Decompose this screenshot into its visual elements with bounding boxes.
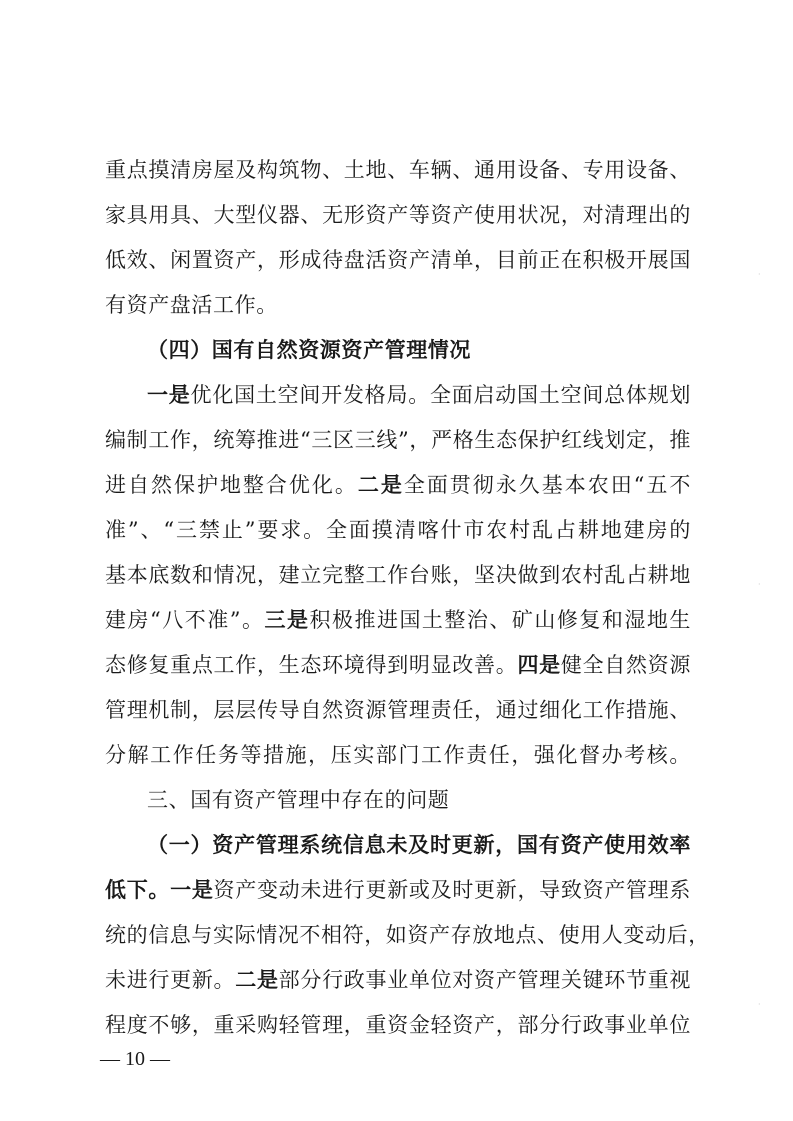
- scan-mark: ·: [758, 270, 761, 279]
- subsection-heading-tail: 低下。: [105, 877, 171, 902]
- section-heading: （四）国有自然资源资产管理情况: [147, 337, 471, 362]
- text-span: 态修复重点工作，生态环境得到明显改善。: [105, 653, 518, 677]
- text-span: 部分行政事业单位对资产管理关键环节重视: [278, 968, 691, 992]
- text-span: 全面贯彻永久基本农田“五不: [403, 473, 691, 497]
- text-span: 健全自然资源: [560, 653, 691, 677]
- paragraph-line: 准”、“三禁止”要求。全面摸清喀什市农村乱占耕地建房的: [105, 518, 691, 542]
- paragraph-line: 有资产盘活工作。: [105, 293, 278, 317]
- scan-mark: ·: [758, 1000, 761, 1009]
- paragraph-line: 基本底数和情况，建立完整工作台账，坚决做到农村乱占耕地: [105, 563, 691, 587]
- chapter-heading: 三、国有资产管理中存在的问题: [147, 788, 450, 812]
- emphasis-label: 二是: [235, 967, 279, 992]
- paragraph-line: [105, 600, 691, 640]
- paragraph-line: 重点摸清房屋及构筑物、土地、车辆、通用设备、专用设备、: [105, 158, 691, 182]
- paragraph-line: [147, 375, 691, 415]
- paragraph-line: 低效、闲置资产，形成待盘活资产清单，目前正在积极开展国: [105, 248, 691, 272]
- paragraph-line: [105, 870, 691, 910]
- paragraph-line: 管理机制，层层传导自然资源管理责任，通过细化工作措施、: [105, 698, 691, 722]
- text-span: 进自然保护地整合优化。: [105, 473, 358, 497]
- paragraph-line: [105, 645, 691, 685]
- emphasis-label: 一是: [170, 877, 214, 902]
- emphasis-label: 四是: [517, 652, 561, 677]
- text-span: 建房“八不准”。: [105, 608, 265, 632]
- page-number: — 10 —: [100, 1048, 170, 1070]
- text-span: 积极推进国土整治、矿山修复和湿地生: [309, 608, 691, 632]
- text-span: 未进行更新。: [105, 968, 236, 992]
- emphasis-label: 三是: [264, 607, 310, 632]
- scan-mark: ·: [758, 580, 761, 589]
- paragraph-line: 家具用具、大型仪器、无形资产等资产使用状况，对清理出的: [105, 203, 691, 227]
- paragraph-line: [105, 465, 691, 505]
- subsection-heading: （一）资产管理系统信息未及时更新，国有资产使用效率: [147, 832, 691, 857]
- paragraph-line: [105, 960, 691, 1000]
- paragraph-line: 统的信息与实际情况不相符，如资产存放地点、使用人变动后，: [105, 923, 710, 947]
- paragraph-line: 程度不够，重采购轻管理，重资金轻资产，部分行政事业单位: [105, 1013, 691, 1037]
- text-span: 优化国土空间开发格局。全面启动国土空间总体规划: [190, 383, 691, 407]
- text-span: 资产变动未进行更新或及时更新，导致资产管理系: [213, 878, 691, 902]
- emphasis-label: 一是: [147, 382, 191, 407]
- paragraph-line: 编制工作，统筹推进“三区三线”，严格生态保护红线划定，推: [105, 428, 691, 452]
- emphasis-label: 二是: [357, 472, 404, 497]
- paragraph-line: 分解工作任务等措施，压实部门工作责任，强化督办考核。: [105, 743, 691, 767]
